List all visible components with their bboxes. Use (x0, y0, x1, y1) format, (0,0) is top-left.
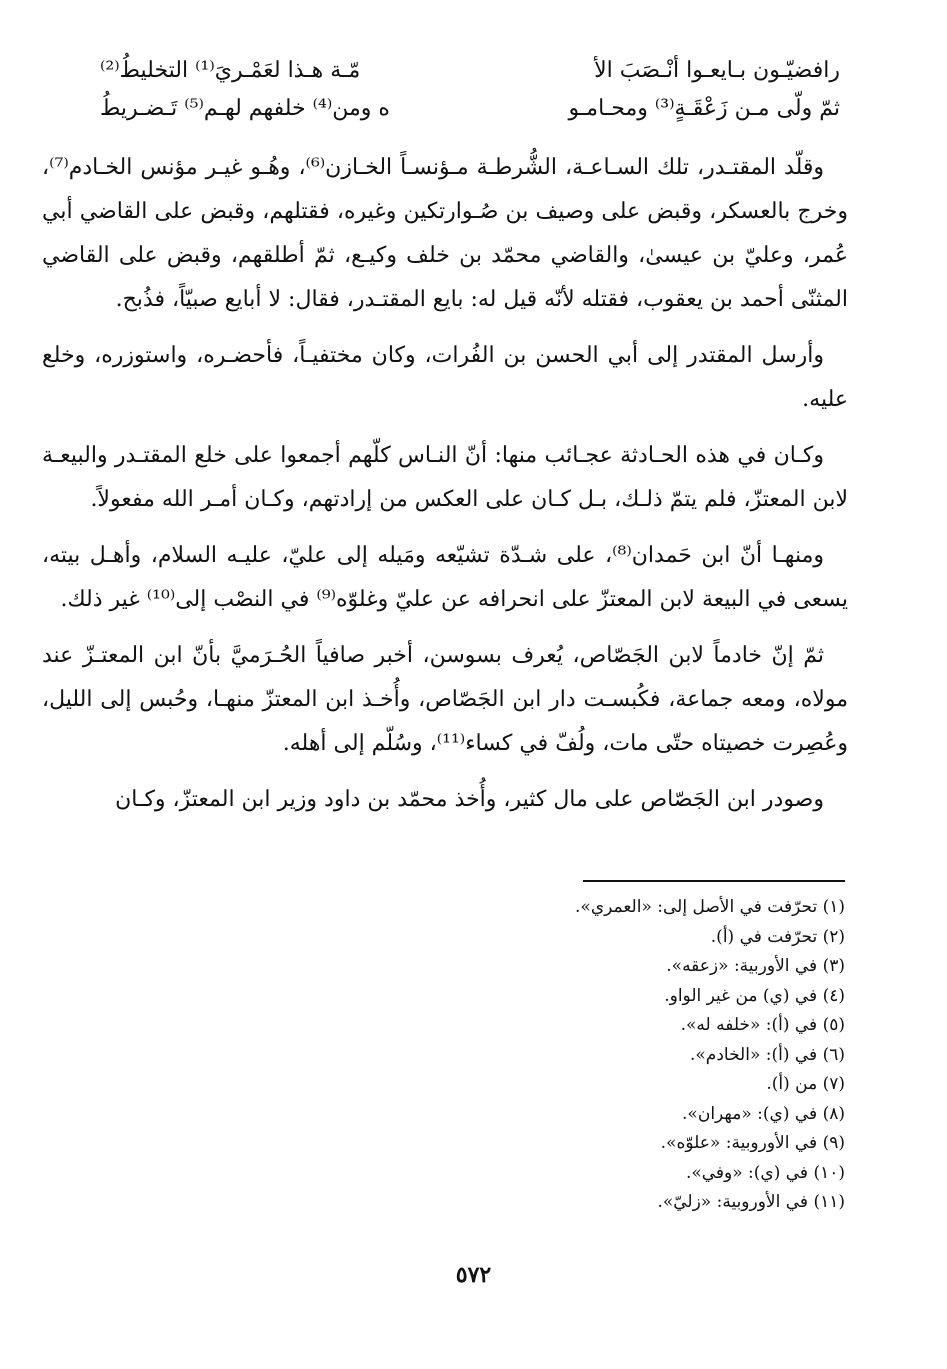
paragraph: ومنهـا أنّ ابن حَمدان⁽⁸⁾، على شـدّة تشيّعه ومَيله إلى عليّ، عليـه السلام، وأهـل بيته، يسعى في البيعة لابن المعتزّ على انحرافه عن عليّ وغلوّه⁽⁹⁾ في النصْب إلى⁽¹⁰⁾ غير ذلك. (42, 543, 848, 612)
verse-line (100, 52, 840, 90)
footnote-divider (583, 880, 845, 882)
poem-verse (100, 52, 840, 128)
footnote-item: (١٠) في (ي): «وفي». (685, 1162, 845, 1183)
verse-hemistich-first: رافضيّـون بـايعـوا أنْـصَبَ الأ (594, 58, 840, 83)
paragraph: وأرسل المقتدر إلى أبي الحسن بن الفُرات، وكان مختفيـاً، فأحضـره، واستوزره، وخلع عليه. (42, 343, 848, 412)
verse-hemistich-second: ه ومن⁽⁴⁾ خلفهم لهـم⁽⁵⁾ تَـضـريطُ (100, 96, 390, 121)
footnote-item: (٤) في (ي) من غير الواو. (664, 985, 845, 1006)
footnote-item: (٩) في الأوروبية: «علوّه». (660, 1133, 845, 1153)
footnote-item: (٣) في الأوربية: «زعقه». (666, 956, 845, 976)
verse-hemistich-first: ثمّ ولّى مـن زَعْقَـةٍ⁽³⁾ ومحـامـو (568, 96, 840, 121)
footnote-item: (٢) تحرّفت في (أ). (710, 926, 845, 947)
footnote-item: (٨) في (ي): «مهران». (682, 1103, 845, 1124)
footnote-item: (٥) في (أ): «خلفه له». (680, 1015, 845, 1035)
paragraph: وكـان في هذه الحـادثة عجـائب منها: أنّ النـاس كلّهم أجمعوا على خلع المقتـدر والبيعـة لابن المعتزّ، فلم يتمّ ذلـك، بـل كـان على العكس من إرادتهم، وكـان أمـر الله مفعولاً. (42, 443, 848, 512)
footnote-item: (٦) في (أ): «الخادم». (690, 1044, 845, 1065)
page-number: ٥٧٢ (455, 1262, 492, 1288)
paragraph: ثمّ إنّ خادماً لابن الجَصّاص، يُعرف بسوسن، أخبر صافياً الحُـرَميَّ بأنّ ابن المعتـزّ عند مولاه، ومعه جماعة، فكُبسـت دار ابن الجَصّاص، وأُخـذ ابن المعتزّ منهـا، وحُبس إلى الليل، وعُصِرت خصيتاه حتّى مات، ولُفّ في كساء⁽¹¹⁾، وسُلّم إلى أهله. (42, 643, 848, 756)
footnote-item: (١) تحرّفت في الأصل إلى: «العمري». (575, 897, 845, 917)
footnote-item: (٧) من (أ). (766, 1074, 845, 1094)
paragraph: وصودر ابن الجَصّاص على مال كثير، وأُخذ محمّد بن داود وزير ابن المعتزّ، وكـان (115, 787, 824, 812)
verse-hemistich-second: مّـة هـذا لعَمْـريَ⁽¹⁾ التخليطُ⁽²⁾ (100, 58, 361, 83)
main-text (42, 146, 848, 834)
footnote-item: (١١) في الأوروبية: «زليّ». (657, 1192, 845, 1212)
footnotes (400, 893, 845, 1218)
verse-line (100, 90, 840, 128)
paragraph: وقلّد المقتـدر، تلك السـاعـة، الشُّرطـة مـؤنسـاً الخـازن⁽⁶⁾، وهُـو غيـر مؤنس الخـادم⁽⁷⁾، وخرج بالعسكر، وقبض على وصيف بن صُـوارتكين وغيره، فقتلهم، وقبض على القاضي أبي عُمر، وعليّ بن عيسىٰ، والقاضي محمّد بن خلف وكيـع، ثمّ أطلقهم، وقبض على القاضي المثنّى أحمد بن يعقوب، فقتله لأنّه قيل له: بايع المقتـدر، فقال: لا أبايع صبيّاً، فذُبح. (42, 155, 848, 312)
